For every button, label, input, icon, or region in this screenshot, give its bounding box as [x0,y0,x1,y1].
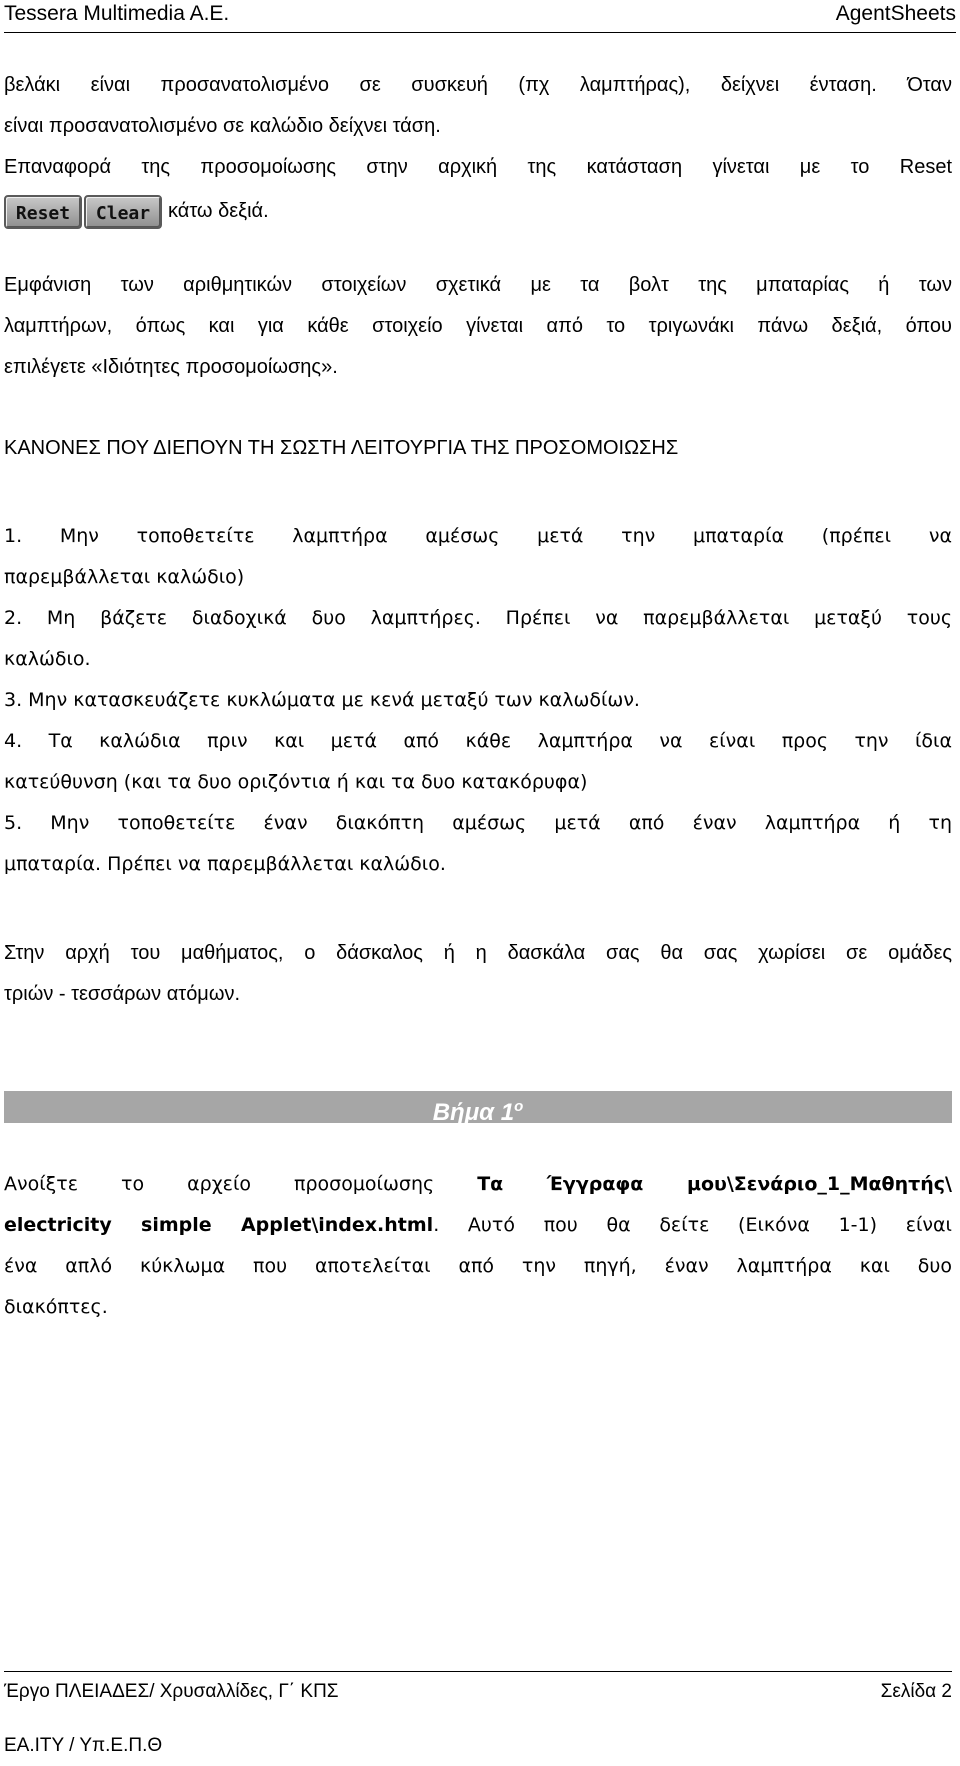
page-footer [4,1671,952,1700]
rule-2-a: 2. Μη βάζετε διαδοχικά δυο λαμπτήρες. Πρέπει να παρεμβάλλεται μεταξύ τους [4,607,952,629]
header-product: AgentSheets [835,2,956,25]
groups-line-2: τριών - τεσσάρων ατόμων. [4,983,241,1005]
step-text-pre: Ανοίξτε το αρχείο προσομοίωσης [4,1173,478,1195]
page-header [4,2,956,33]
rule-3-a: 3. Μην κατασκευάζετε κυκλώματα με κενά μεταξύ των καλωδίων. [4,689,640,711]
step-text-post: . Αυτό που θα δείτε (Εικόνα 1-1) είναι [433,1214,952,1236]
intro-line-1: βελάκι είναι προσανατολισμένο σε συσκευή (πχ λαμπτήρας), δείχνει ένταση. Όταν [4,74,952,96]
rule-5-a: 5. Μην τοποθετείτε έναν διακόπτη αμέσως μετά από έναν λαμπτήρα ή τη [4,812,952,834]
footer-org: ΕΑ.ΙΤΥ / Υπ.Ε.Π.Θ [4,1735,163,1756]
file-path-part-2: electricity simple Applet\index.html [4,1214,434,1236]
groups-line-1: Στην αρχή του μαθήματος, ο δάσκαλος ή η δασκάλα σας θα σας χωρίσει σε ομάδες [4,942,952,964]
intro-line-3: Επαναφορά της προσομοίωσης στην αρχική της κατάσταση γίνεται με το Reset [4,156,952,178]
step-heading [4,1091,952,1126]
step-text-line-3: ένα απλό κύκλωμα που αποτελείται από την πηγή, έναν λαμπτήρα και δυο [4,1255,952,1277]
rules-title: ΚΑΝΟΝΕΣ ΠΟΥ ΔΙΕΠΟΥΝ ΤΗ ΣΩΣΤΗ ΛΕΙΤΟΥΡΓΙΑ ΤΗΣ ΠΡΟΣΟΜΟΙΩΣΗΣ [4,437,679,459]
rule-1-b: παρεμβάλλεται καλώδιο) [4,566,245,588]
reset-clear-buttons [4,195,162,229]
reset-clear-row [4,191,952,232]
intro-line-4: κάτω δεξιά. [168,200,269,222]
intro-line-6: λαμπτήρων, όπως και για κάθε στοιχείο γίνεται από το τριγωνάκι πάνω δεξιά, όπου [4,315,952,337]
intro-line-5: Εμφάνιση των αριθμητικών στοιχείων σχετικά με τα βολτ της μπαταρίας ή των [4,274,952,296]
step-title: Βήμα 1 [432,1099,515,1126]
reset-button[interactable]: Reset [4,195,82,229]
rule-4-a: 4. Τα καλώδια πριν και μετά από κάθε λαμπτήρα να είναι προς την ίδια [4,730,952,752]
rule-4-b: κατεύθυνση (και τα δυο οριζόντια ή και τα δυο κατακόρυφα) [4,771,588,793]
clear-button[interactable]: Clear [84,195,162,229]
file-path-part-1: Τα Έγγραφα μου\Σενάριο_1_Μαθητής\ [477,1173,952,1195]
step-text-line-1 [4,1164,952,1205]
rule-5-b: μπαταρία. Πρέπει να παρεμβάλλεται καλώδιο. [4,853,446,875]
rule-2-b: καλώδιο. [4,648,91,670]
footer-project: Έργο ΠΛΕΙΑΔΕΣ/ Χρυσαλλίδες, Γ΄ ΚΠΣ [4,1681,339,1702]
step-sup: ο [514,1098,524,1115]
rule-1-a: 1. Μην τοποθετείτε λαμπτήρα αμέσως μετά την μπαταρία (πρέπει να [4,525,952,547]
step-text-line-2 [4,1205,952,1246]
step-text-line-4: διακόπτες. [4,1296,108,1318]
header-company: Tessera Multimedia A.E. [4,2,230,25]
page-number: Σελίδα 2 [880,1681,952,1702]
intro-line-7: επιλέγετε «Ιδιότητες προσομοίωσης». [4,356,338,378]
intro-line-2: είναι προσανατολισμένο σε καλώδιο δείχνει τάση. [4,115,441,137]
